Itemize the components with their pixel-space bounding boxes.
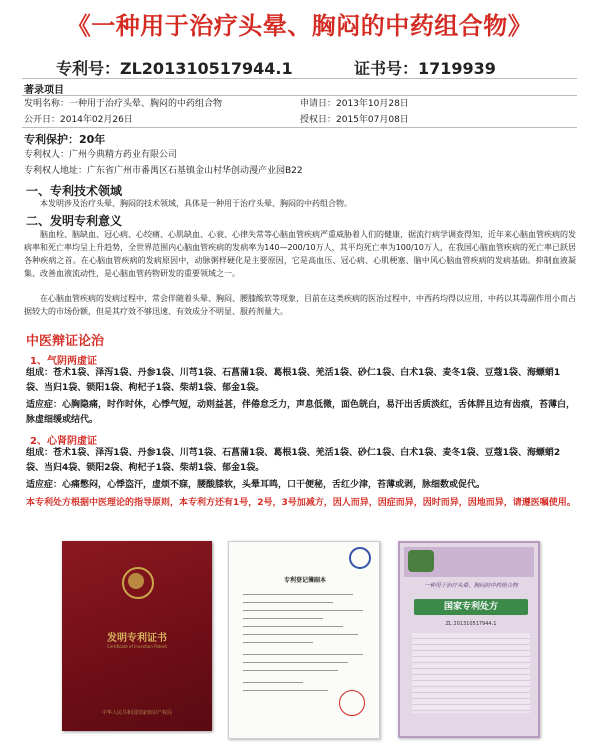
divider xyxy=(22,95,577,96)
cert1-english-title: Certificate of Invention Patent xyxy=(106,644,167,649)
brand-logo-icon xyxy=(408,550,434,572)
case-2-composition: 组成：苍术1袋、泽泻1袋、丹参1袋、川芎1袋、石菖蒲1袋、葛根1袋、羌活1袋、砂仁1袋、白术1袋、麦冬1袋、豆蔻1袋、海螵蛸2袋、当归4袋、锁阳2袋、枸杞子1袋、柴胡1袋、郁金1袋。 xyxy=(26,448,561,473)
certificate-number: 证书号：1719939 xyxy=(354,59,496,78)
tcm-heading: 中医辩证论治 xyxy=(26,334,105,349)
text-line xyxy=(243,618,323,619)
cert3-body xyxy=(412,633,530,713)
text-line xyxy=(243,654,363,655)
section-2-para-2: 在心脑血管疾病的发病过程中，常会伴随着头晕、胸闷、腰膝酸软等现象，目前在这类疾病的医治过程中，中西药均得以应用，中药以其毒副作用小而占据较大的市场份额，但是其疗效不够迅速、有效成分不明显、服药剂量大。 xyxy=(24,294,576,316)
patent-owner: 专利权人：广州今典精方药业有限公司 xyxy=(24,150,178,160)
page-title: 《一种用于治疗头晕、胸闷的中药组合物》 xyxy=(66,12,533,40)
cert3-subtitle: 一种用于治疗头晕、胸闷的中药组合物 xyxy=(424,583,518,589)
text-line xyxy=(243,690,328,691)
text-line xyxy=(243,610,363,611)
cert1-title: 发明专利证书 xyxy=(107,633,167,644)
red-seal-icon xyxy=(339,690,365,716)
invention-patent-certificate-image xyxy=(62,541,212,731)
case-1-heading: 1、气阴两虚证 xyxy=(30,356,97,367)
patent-register-copy-image xyxy=(228,541,380,739)
divider xyxy=(22,78,577,79)
case-1-composition: 组成：苍术1袋、泽泻1袋、丹参1袋、川芎1袋、石菖蒲1袋、葛根1袋、羌活1袋、砂仁1袋、白术1袋、麦冬1袋、豆蔻1袋、海螵蛸1袋、当归1袋、锁阳1袋、枸杞子1袋、柴胡1袋、郁金1袋。 xyxy=(26,368,561,393)
usage-note: 本专利处方根据中医理论的指导原则，本专利方还有1号，2号，3号加减方，因人而异，因症而异，因时而异，因地而异，请遵医嘱使用。 xyxy=(26,498,576,508)
emblem-center xyxy=(128,573,144,589)
cert3-number: ZL 201310517944.1 xyxy=(445,621,497,627)
protection-term: 专利保护：20年 xyxy=(24,133,106,146)
section-1-heading: 一、专利技术领域 xyxy=(26,184,123,198)
patent-number: 专利号：ZL201310517944.1 xyxy=(56,59,293,78)
cert3-banner: 国家专利处方 xyxy=(414,599,528,615)
divider xyxy=(22,127,577,128)
national-patent-prescription-image xyxy=(398,541,540,738)
text-line xyxy=(243,634,358,635)
section-1-text: 本发明涉及治疗头晕、胸闷的技术领域，具体是一种用于治疗头晕、胸闷的中药组合物。 xyxy=(40,199,352,208)
text-line xyxy=(243,602,333,603)
case-2-indication: 适应症：心痛憋闷，心悸盗汗，虚烦不寐，腰酸膝软，头晕耳鸣，口干便秘，舌红少津，苔薄或剥，脉细数或促代。 xyxy=(26,480,486,490)
owner-address: 专利权人地址：广东省广州市番禺区石基镇金山村华创动漫产业园B22 xyxy=(24,166,303,176)
text-line xyxy=(243,642,313,643)
section-2-heading: 二、发明专利意义 xyxy=(26,214,123,228)
publication-date: 公开日：2014年02月26日 xyxy=(24,115,133,125)
section-2-para-1: 脑血栓、脑缺血、冠心病、心绞痛、心肌缺血、心衰、心律失常等心脑血管疾病严重威胁着人们的健康，据流行病学调查得知，近年来心脑血管疾病的发病率和死亡率均呈上升趋势，全世界范围内心脑血管疾病的发病率为140—200/10万人，其平均死亡率为100/10万人，在我国心脑血管疾病的死亡率已跃居各种疾病之首。在心脑血管疾病的发病原因中，动脉粥样硬化是主要原因，它是高血压、冠心病、心肌梗塞、脑中风心脑血管疾病的发病基础。抑制血液凝集、改善血液流动性，是心脑血管药物研发的重要领域之一。 xyxy=(24,230,576,278)
text-line xyxy=(243,682,303,683)
text-line xyxy=(243,670,338,671)
cert1-footer: 中华人民共和国国家知识产权局 xyxy=(101,710,172,716)
bib-heading: 著录项目 xyxy=(24,85,64,96)
filing-date: 申请日：2013年10月28日 xyxy=(300,99,409,109)
case-2-heading: 2、心肾阴虚证 xyxy=(30,436,97,447)
text-line xyxy=(243,662,348,663)
case-1-indication: 适应症：心胸隐痛，时作时休，心悸气短，动则益甚，伴倦怠乏力，声息低微，面色㿠白，易汗出舌质淡红，舌体胖且边有齿痕，苔薄白，脉虚细缓或结代。 xyxy=(26,400,576,425)
text-line xyxy=(243,626,343,627)
text-line xyxy=(243,594,353,595)
grant-date: 授权日：2015年07月08日 xyxy=(300,115,409,125)
cert2-title: 专利登记簿副本 xyxy=(283,577,326,584)
invention-name: 发明名称：一种用于治疗头晕、胸闷的中药组合物 xyxy=(24,99,223,109)
sipo-logo-icon xyxy=(349,547,371,569)
